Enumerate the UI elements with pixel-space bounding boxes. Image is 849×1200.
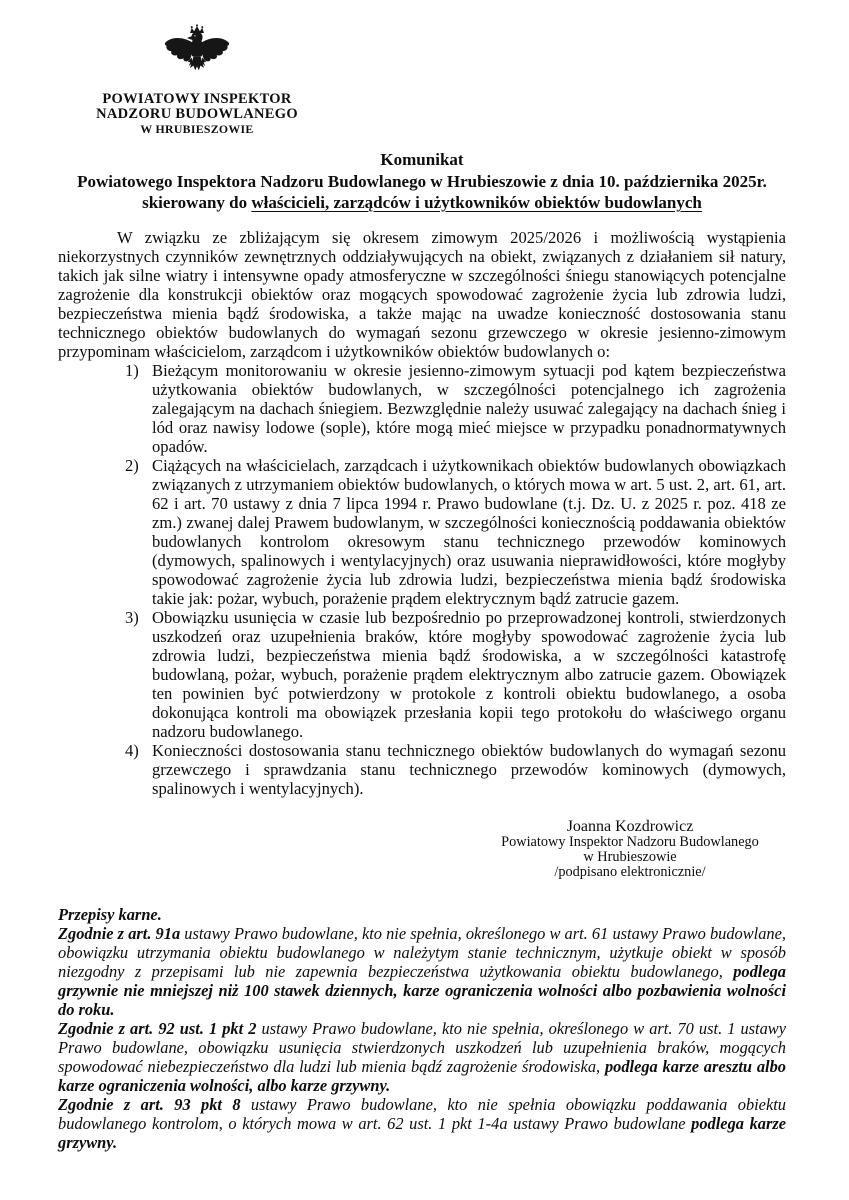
title-audience-line — [58, 192, 786, 214]
signature-block — [474, 818, 786, 881]
intro-paragraph: W związku ze zbliżającym się okresem zimowym 2025/2026 i możliwością wystąpienia niekorzystnych czynników zewnętrznych oddziaływujących na obiekt, związanych z działaniem sił natury, takich jak silne wiatry i intensywne opady atmosferyczne w szczególności śniegu stanowiących potencjalne zagrożenie dla konstrukcji obiektów oraz mogących spowodować zagrożenie życia lub zdrowia ludzi, bezpieczeństwa mienia bądź środowiska, a także mając na uwadze konieczność dostosowania stanu technicznego obiektów budowlanych do wymagań sezonu grzewczego w okresie jesienno-zimowym przypominam właścicielom, zarządcom i użytkowników obiektów budowlanych o: — [58, 227, 786, 361]
penal-paragraph — [58, 1095, 786, 1152]
list-item-text: Ciążących na właścicielach, zarządcach i użytkownikach obiektów budowlanych obowiązkach związanych z utrzymaniem obiektów budowlanych, o których mowa w art. 5 ust. 2, art. 61, art. 62 i art. 70 ustawy z dnia 7 lipca 1994 r. Prawo budowlane (t.j. Dz. U. z 2025 r. poz. 418 ze zm.) zwanej dalej Prawem budowlanym, w szczególności koniecznością poddawania obiektów budowlanych kontrolom okresowym stanu technicznego przewodów kominowych (dymowych, spalinowych i wentylacyjnych) oraz usuwania nieprawidłowości, które mogłyby spowodować zagrożenie życia lub zdrowia ludzi, bezpieczeństwa mienia bądź środowiska takie jak: pożar, wybuch, porażenie prądem elektrycznym bądź zatrucie gazem. — [152, 455, 786, 608]
title-word: Komunikat — [380, 150, 464, 169]
electronic-signature-note: /podpisano elektronicznie/ — [554, 864, 706, 881]
title-audience-underlined: właścicieli, zarządców i użytkowników obiektów budowlanych — [251, 193, 702, 212]
penal-p3-lead: Zgodnie z art. 93 pkt 8 — [58, 1094, 241, 1114]
penal-p3-body: ustawy Prawo budowlane, kto nie spełnia obowiązku poddawania obiektu budowlanego kontrolom, o których mowa w art. 62 ust. 1 pkt 1-4a ustawy Prawo budowlane — [58, 1094, 786, 1133]
penal-p2-body: ustawy Prawo budowlane, kto nie spełnia, określonego w art. 70 ust. 1 ustawy Prawo budowlane, obowiązku usunięcia stwierdzonych uszkodzeń lub uzupełnienia braków, mogących spowodować niebezpieczeństwo dla ludzi lub mienia bądź zagrożenie środowiska, — [58, 1018, 787, 1076]
list-item — [58, 741, 786, 798]
title-audience-prefix: skierowany do — [142, 193, 252, 212]
list-item — [58, 456, 786, 608]
penal-p2-lead: Zgodnie z art. 92 ust. 1 pkt 2 — [58, 1018, 257, 1038]
penal-paragraph — [58, 1019, 786, 1095]
list-item-text: Bieżącym monitorowaniu w okresie jesienno-zimowym sytuacji pod kątem bezpieczeństwa użytkowania obiektów budowlanych, w szczególności potencjalnego ich zagrożenia zalegającym na dachach śniegiem. Bezwzględnie należy usuwać zalegający na dachach śnieg i lód oraz nawisy lodowe (sople), które mogą mieć miejsce w przypadku ponadnormatywnych opadów. — [152, 360, 786, 456]
org-name-line2: NADZORU BUDOWLANEGO — [96, 106, 298, 122]
org-name-line1: POWIATOWY INSPEKTOR — [102, 91, 292, 107]
penal-heading: Przepisy karne. — [58, 904, 162, 924]
signer-title: Powiatowy Inspektor Nadzoru Budowlanego — [501, 833, 759, 850]
list-item-marker: 1) — [125, 360, 139, 380]
letterhead — [58, 0, 336, 136]
penal-p1-lead: Zgodnie z art. 91a — [58, 923, 181, 943]
list-item — [58, 608, 786, 741]
list-item-marker: 2) — [125, 455, 139, 475]
title-issuer-line: Powiatowego Inspektora Nadzoru Budowlanego w Hrubieszowie z dnia 10. października 2025r. — [77, 171, 767, 191]
penal-p1-body: ustawy Prawo budowlane, kto nie spełnia, określonego w art. 61 ustawy Prawo budowlane, obowiązku utrzymania obiektu budowlanego w należytym stanie technicznym, użytkuje obiekt w sposób niezgodny z przepisami lub nie zapewnia bezpieczeństwa użytkowania obiektu budowlanego, — [58, 923, 786, 981]
penal-p2-emphasis: podlega karze aresztu albo karze ograniczenia wolności, albo karze grzywny. — [58, 1056, 786, 1095]
list-item-text: Obowiązku usunięcia w czasie lub bezpośrednio po przeprowadzonej kontroli, stwierdzonych uszkodzeń oraz uzupełnienia braków, które mogłyby spowodować zagrożenie życia lub zdrowia ludzi, bezpieczeństwa mienia bądź środowiska, a w szczególności katastrofę budowlaną, pożar, wybuch, porażenie prądem elektrycznym albo zatrucie gazem. Obowiązek ten powinien być potwierdzony w protokole z kontroli obiektu budowlanego, a osoba dokonująca kontroli ma obowiązek przesłania kopii tego protokołu do właściwego organu nadzoru budowlanego. — [152, 607, 786, 741]
penal-p1-emphasis: podlega grzywnie nie mniejszej niż 100 stawek dziennych, karze ograniczenia wolności albo pozbawienia wolności do roku. — [58, 961, 786, 1019]
list-item-text: Konieczności dostosowania stanu technicznego obiektów budowlanych do wymagań sezonu grzewczego i sprawdzania stanu technicznego przewodów kominowych (dymowych, spalinowych i wentylacyjnych). — [152, 740, 786, 798]
document-title — [58, 149, 786, 214]
signer-name: Joanna Kozdrowicz — [566, 817, 694, 835]
penal-paragraph — [58, 924, 786, 1019]
penal-provisions-section — [58, 905, 786, 1152]
list-item-marker: 4) — [125, 740, 139, 760]
penal-p3-emphasis: podlega karze grzywny. — [58, 1113, 787, 1152]
obligations-list — [58, 361, 786, 798]
list-item-marker: 3) — [125, 607, 139, 627]
polish-eagle-emblem — [58, 22, 336, 86]
list-item — [58, 361, 786, 456]
org-name-line3: W HRUBIESZOWIE — [140, 122, 254, 136]
signer-location: w Hrubieszowie — [583, 848, 677, 865]
